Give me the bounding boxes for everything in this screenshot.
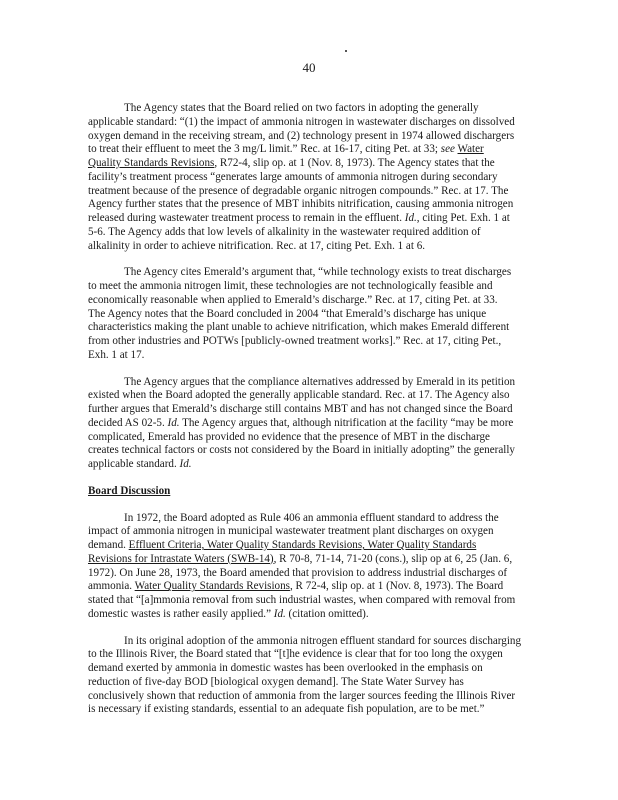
text-line: creates technical factors or costs not considered by the Board in initially adopting” the generally xyxy=(88,444,515,457)
text-line: ammonia. Water Quality Standards Revisions, R 72-4, slip op. at 1 (Nov. 8, 1973). The Board xyxy=(88,580,504,593)
text-line: The Agency states that the Board relied on two factors in adopting the generally xyxy=(124,102,479,114)
text-line: The Agency notes that the Board concluded in 2004 “that Emerald’s discharge has unique xyxy=(88,307,487,320)
paragraph-emerald-argument xyxy=(88,266,528,362)
text-line: characteristics making the plant unable to achieve nitrification, which makes Emerald different xyxy=(88,321,510,334)
text-line: 1972). On June 28, 1973, the Board amended that provision to address industrial discharges of xyxy=(88,566,508,579)
page-number: 40 xyxy=(302,60,316,75)
text-line: Agency further states that the presence of MBT inhibits nitrification, causing ammonia nitrogen xyxy=(88,198,514,211)
text-line: complicated, Emerald has provided no evidence that the presence of MBT in the discharge xyxy=(88,430,490,443)
text-line: Exh. 1 at 17. xyxy=(88,348,145,361)
document-body xyxy=(88,102,528,717)
text-line: is necessary if existing standards, essential to an adequate fish population, are to be met.” xyxy=(88,703,485,716)
text-line: demand. Effluent Criteria, Water Quality Standards Revisions, Water Quality Standards xyxy=(88,539,477,551)
text-line: In its original adoption of the ammonia nitrogen effluent standard for sources discharging xyxy=(124,634,522,647)
text-line: existed when the Board adopted the generally applicable standard. Rec. at 17. The Agency also xyxy=(88,389,510,402)
text-line: oxygen demand in the receiving stream, and (2) technology present in 1974 allowed dischargers xyxy=(88,129,515,142)
text-line: economically reasonable when applied to Emerald’s discharge.” Rec. at 17, citing Pet. at 33. xyxy=(88,293,498,306)
text-line: treatment because of the presence of degradable organic nitrogen compounds.” Rec. at 17. The xyxy=(88,184,509,197)
text-line: applicable standard: “(1) the impact of ammonia nitrogen in wastewater discharges on dissolved xyxy=(88,115,515,128)
text-line: to treat their effluent to meet the 3 mg/L limit.” Rec. at 16-17, citing Pet. at 33; see Water xyxy=(88,143,484,156)
text-line: facility’s treatment process “generates large amounts of ammonia nitrogen during secondary xyxy=(88,170,498,183)
scan-speck xyxy=(345,50,347,52)
text-line: 5-6. The Agency adds that low levels of alkalinity in the wastewater required addition of xyxy=(88,225,481,238)
text-line: impact of ammonia nitrogen in municipal wastewater treatment plant discharges on oxygen xyxy=(88,525,494,538)
text-line: demand exerted by ammonia in domestic wastes has been overlooked in the emphasis on xyxy=(88,662,483,674)
paragraph-board-history xyxy=(88,512,528,622)
paragraph-compliance-alternatives xyxy=(88,376,528,472)
text-line: decided AS 02-5. Id. The Agency argues that, although nitrification at the facility “may be more xyxy=(88,416,514,429)
text-line: The Agency argues that the compliance alternatives addressed by Emerald in its petition xyxy=(124,375,516,388)
paragraph-agency-factors xyxy=(88,102,528,253)
text-line: alkalinity in order to achieve nitrification. Rec. at 17, citing Pet. Exh. 1 at 6. xyxy=(88,239,426,252)
text-line: applicable standard. Id. xyxy=(88,458,192,470)
text-line: reduction of five-day BOD [biological oxygen demand]. The State Water Survey has xyxy=(88,675,464,688)
text-line: domestic wastes is rather easily applied.” Id. (citation omitted). xyxy=(88,607,369,620)
paragraph-illinois-river xyxy=(88,635,528,718)
text-line: to meet the ammonia nitrogen limit, these technologies are not technologically feasible and xyxy=(88,280,493,292)
text-line: Revisions for Intrastate Waters (SWB-14), R 70-8, 71-14, 71-20 (cons.), slip op at 6, 25 (Jan. 6, xyxy=(88,552,513,565)
text-line: released during wastewater treatment process to remain in the effluent. Id., citing Pet. Exh. 1 at xyxy=(88,212,510,224)
text-line: The Agency cites Emerald’s argument that, “while technology exists to treat discharges xyxy=(124,266,512,279)
text-line: stated that “[a]mmonia removal from such industrial wastes, when compared with removal from xyxy=(88,594,516,606)
text-line: In 1972, the Board adopted as Rule 406 an ammonia effluent standard to address the xyxy=(124,511,499,524)
text-line: conclusively shown that reduction of ammonia from the larger sources feeding the Illinois River xyxy=(88,689,516,702)
text-line: to the Illinois River, the Board stated that “[t]he evidence is clear that for too long the oxygen xyxy=(88,648,503,661)
text-line: further argues that Emerald’s discharge still contains MBT and has not changed since the Board xyxy=(88,403,513,415)
text-line: from other industries and POTWs [publicly-owned treatment works].” Rec. at 17, citing Pet., xyxy=(88,335,502,347)
text-line: Quality Standards Revisions, R72-4, slip op. at 1 (Nov. 8, 1973). The Agency states that the xyxy=(88,157,495,169)
section-heading: Board Discussion xyxy=(88,484,171,497)
